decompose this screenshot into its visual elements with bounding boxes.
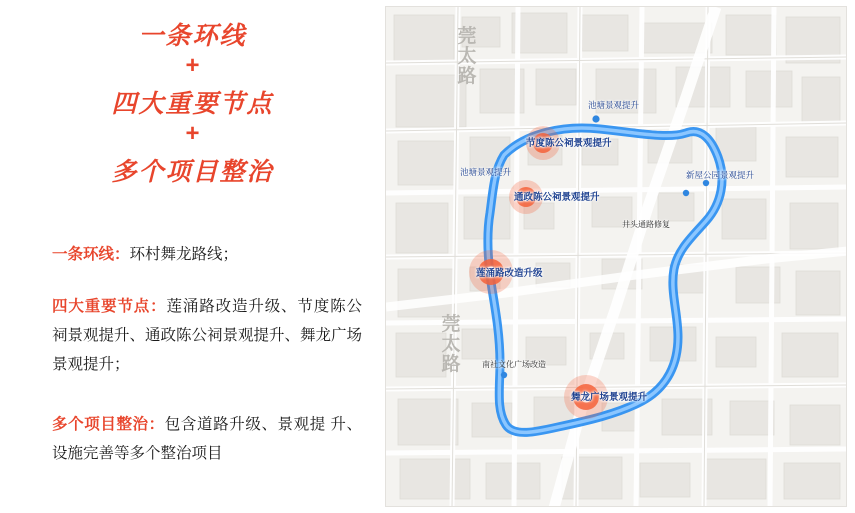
point-label-pond-2: 池塘景观提升 (460, 167, 512, 177)
headline-loop: 一条环线 (138, 23, 247, 50)
text-panel (0, 0, 385, 513)
point-label-pond-1: 池塘景观提升 (588, 100, 640, 110)
point-label-jingtou-road: 井头通路修复 (622, 220, 670, 229)
paragraph-projects-text: 包含道路升级、景观提 升、设施完善等多个整治项目 (52, 416, 362, 462)
street-name-1: 莞太路 (457, 26, 477, 87)
point-label-nanshe-square: 南社文化广场改造 (482, 360, 546, 369)
paragraph-nodes (52, 292, 362, 379)
paragraph-projects-lead: 多个项目整治： (52, 416, 165, 433)
paragraph-loop-text: 环村舞龙路线； (129, 246, 239, 263)
plus-separator-1: + (185, 52, 200, 79)
street-name-2: 莞太路 (441, 314, 461, 375)
node-label-lianyong: 莲涌路改造升级 (476, 268, 543, 279)
node-label-wulong: 舞龙广场景观提升 (571, 392, 648, 403)
headline-nodes: 四大重要节点 (111, 91, 274, 118)
headline-projects: 多个项目整治 (111, 159, 274, 186)
plus-separator-2: + (185, 120, 200, 147)
paragraph-nodes-lead: 四大重要节点： (52, 298, 167, 315)
map-image (385, 6, 847, 507)
paragraph-nodes-text: 莲涌路改造升级、节度陈公祠景观提升、通政陈公祠景观提升、舞龙广场景观提升； (52, 298, 363, 373)
point-label-xinwu-park: 新屋公园景观提升 (686, 170, 755, 180)
paragraph-loop-lead: 一条环线： (52, 246, 130, 263)
node-label-jiedu: 节度陈公祠景观提升 (526, 138, 612, 149)
node-label-tongzheng: 通政陈公祠景观提升 (514, 192, 600, 203)
paragraph-projects (52, 410, 362, 468)
paragraph-loop (52, 240, 362, 269)
